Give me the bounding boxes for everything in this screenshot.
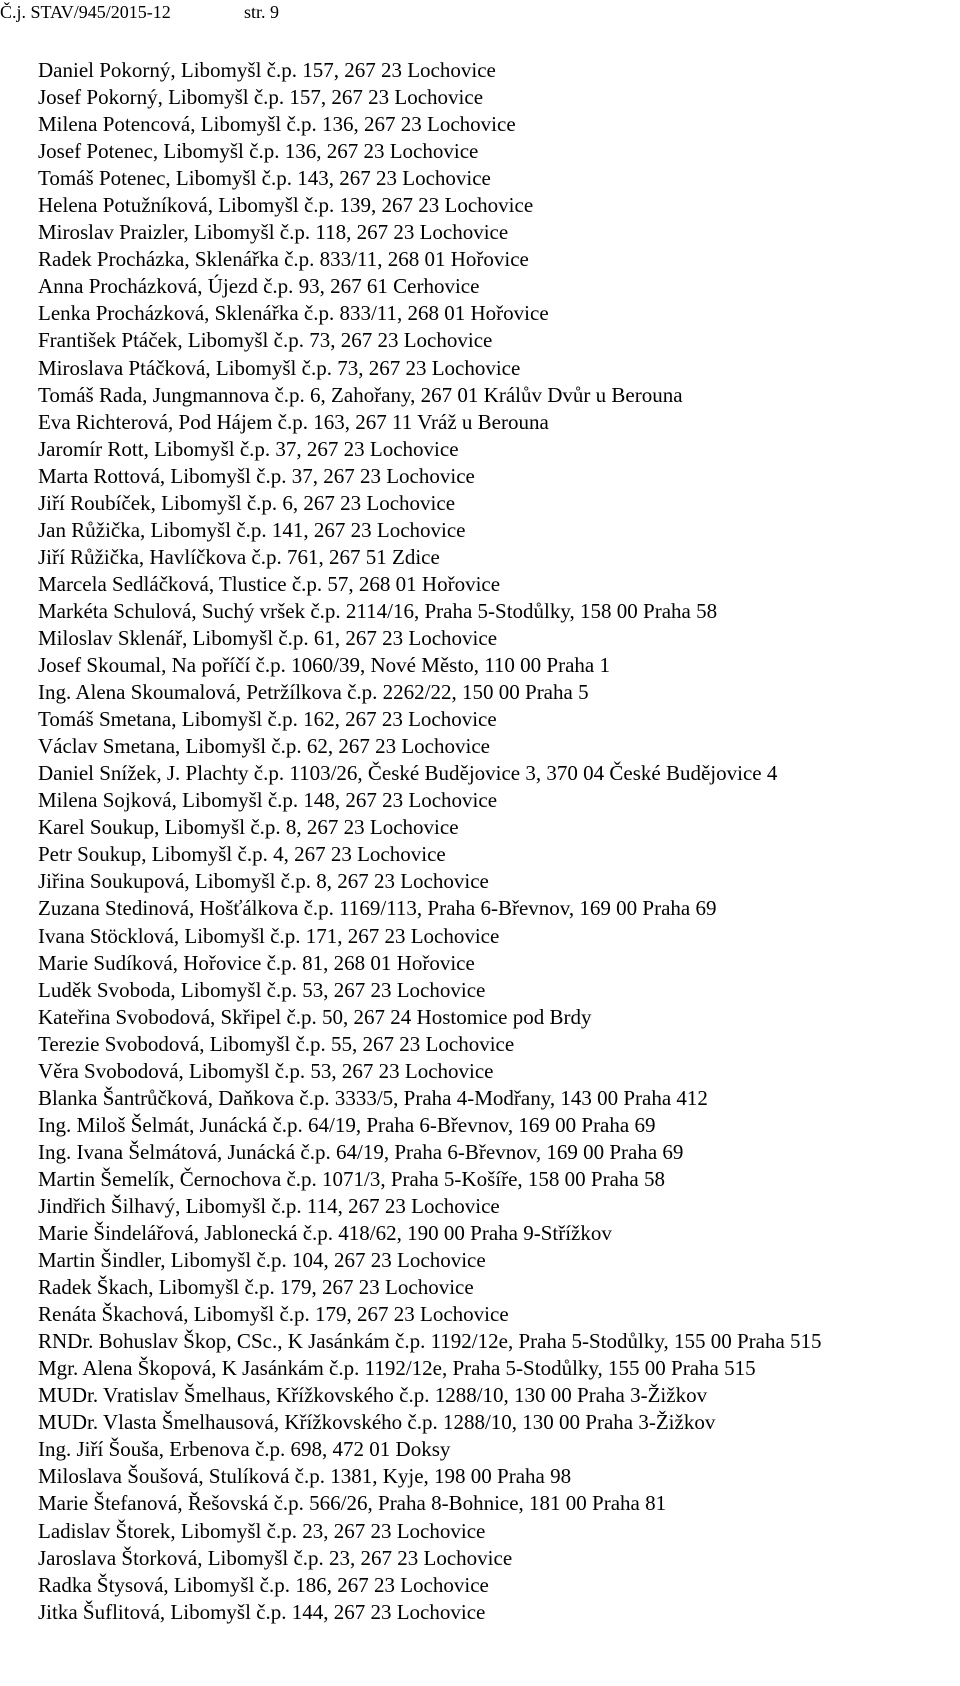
list-item: Miloslava Šoušová, Stulíková č.p. 1381, Kyje, 198 00 Praha 98 <box>38 1464 572 1489</box>
list-item: Ing. Alena Skoumalová, Petržílkova č.p. 2262/22, 150 00 Praha 5 <box>38 680 589 705</box>
list-item: Ladislav Štorek, Libomyšl č.p. 23, 267 23 Lochovice <box>38 1518 486 1543</box>
list-item: Martin Šindler, Libomyšl č.p. 104, 267 23 Lochovice <box>38 1248 486 1273</box>
list-item: Marie Štefanová, Řešovská č.p. 566/26, Praha 8-Bohnice, 181 00 Praha 81 <box>38 1491 667 1516</box>
address-list <box>38 57 822 1626</box>
list-item: František Ptáček, Libomyšl č.p. 73, 267 23 Lochovice <box>38 328 493 353</box>
list-item: Radek Škach, Libomyšl č.p. 179, 267 23 Lochovice <box>38 1275 474 1300</box>
document-reference: Č.j. STAV/945/2015-12 <box>0 2 171 22</box>
list-item: Jaromír Rott, Libomyšl č.p. 37, 267 23 Lochovice <box>38 436 459 461</box>
list-item: MUDr. Vlasta Šmelhausová, Křížkovského č.p. 1288/10, 130 00 Praha 3-Žižkov <box>38 1410 716 1435</box>
list-item: Daniel Pokorný, Libomyšl č.p. 157, 267 23 Lochovice <box>38 58 496 82</box>
list-item: Terezie Svobodová, Libomyšl č.p. 55, 267 23 Lochovice <box>38 1031 515 1056</box>
list-item: Miroslava Ptáčková, Libomyšl č.p. 73, 267 23 Lochovice <box>38 355 521 380</box>
list-item: Helena Potužníková, Libomyšl č.p. 139, 267 23 Lochovice <box>38 193 534 218</box>
list-item: Tomáš Smetana, Libomyšl č.p. 162, 267 23 Lochovice <box>38 707 497 732</box>
list-item: Tomáš Rada, Jungmannova č.p. 6, Zahořany, 267 01 Králův Dvůr u Berouna <box>38 382 683 407</box>
list-item: Lenka Procházková, Sklenářka č.p. 833/11, 268 01 Hořovice <box>38 301 549 326</box>
list-item: Mgr. Alena Škopová, K Jasánkám č.p. 1192/12e, Praha 5-Stodůlky, 155 00 Praha 515 <box>38 1356 756 1381</box>
list-item: Ing. Miloš Šelmát, Junácká č.p. 64/19, Praha 6-Břevnov, 169 00 Praha 69 <box>38 1112 656 1137</box>
list-item: RNDr. Bohuslav Škop, CSc., K Jasánkám č.p. 1192/12e, Praha 5-Stodůlky, 155 00 Praha 515 <box>38 1329 822 1354</box>
list-item: Jiří Roubíček, Libomyšl č.p. 6, 267 23 Lochovice <box>38 490 456 515</box>
list-item: Ing. Jiří Šouša, Erbenova č.p. 698, 472 01 Doksy <box>38 1437 451 1462</box>
list-item: Jaroslava Štorková, Libomyšl č.p. 23, 267 23 Lochovice <box>38 1545 513 1570</box>
list-item: Milena Potencová, Libomyšl č.p. 136, 267 23 Lochovice <box>38 112 516 137</box>
list-item: Miloslav Sklenář, Libomyšl č.p. 61, 267 23 Lochovice <box>38 625 498 650</box>
list-item: Tomáš Potenec, Libomyšl č.p. 143, 267 23 Lochovice <box>38 166 491 191</box>
page-number: str. 9 <box>244 2 280 22</box>
list-item: Kateřina Svobodová, Skřipel č.p. 50, 267 24 Hostomice pod Brdy <box>38 1004 592 1029</box>
list-item: Ivana Stöcklová, Libomyšl č.p. 171, 267 23 Lochovice <box>38 923 500 948</box>
list-item: Jindřich Šilhavý, Libomyšl č.p. 114, 267 23 Lochovice <box>38 1193 500 1218</box>
list-item: Milena Sojková, Libomyšl č.p. 148, 267 23 Lochovice <box>38 788 498 813</box>
list-item: Markéta Schulová, Suchý vršek č.p. 2114/16, Praha 5-Stodůlky, 158 00 Praha 58 <box>38 598 718 623</box>
list-item: Ing. Ivana Šelmátová, Junácká č.p. 64/19, Praha 6-Břevnov, 169 00 Praha 69 <box>38 1139 684 1164</box>
list-item: Martin Šemelík, Černochova č.p. 1071/3, Praha 5-Košíře, 158 00 Praha 58 <box>38 1166 665 1191</box>
list-item: Eva Richterová, Pod Hájem č.p. 163, 267 11 Vráž u Berouna <box>38 409 549 434</box>
list-item: Anna Procházková, Újezd č.p. 93, 267 61 Cerhovice <box>38 274 480 299</box>
list-item: Zuzana Stedinová, Hošťálkova č.p. 1169/113, Praha 6-Břevnov, 169 00 Praha 69 <box>38 896 717 921</box>
list-item: Marcela Sedláčková, Tlustice č.p. 57, 268 01 Hořovice <box>38 571 501 596</box>
list-item: Josef Skoumal, Na poříčí č.p. 1060/39, Nové Město, 110 00 Praha 1 <box>38 653 610 678</box>
list-item: Josef Potenec, Libomyšl č.p. 136, 267 23 Lochovice <box>38 139 479 164</box>
list-item: Jiřina Soukupová, Libomyšl č.p. 8, 267 23 Lochovice <box>38 869 489 894</box>
list-item: Blanka Šantrůčková, Daňkova č.p. 3333/5, Praha 4-Modřany, 143 00 Praha 412 <box>38 1085 708 1110</box>
list-item: Jitka Šuflitová, Libomyšl č.p. 144, 267 23 Lochovice <box>38 1599 486 1624</box>
list-item: Jan Růžička, Libomyšl č.p. 141, 267 23 Lochovice <box>38 517 466 542</box>
list-item: Renáta Škachová, Libomyšl č.p. 179, 267 23 Lochovice <box>38 1302 509 1327</box>
list-item: Věra Svobodová, Libomyšl č.p. 53, 267 23 Lochovice <box>38 1058 494 1083</box>
list-item: Daniel Snížek, J. Plachty č.p. 1103/26, České Budějovice 3, 370 04 České Budějovice 4 <box>38 761 778 786</box>
list-item: Radek Procházka, Sklenářka č.p. 833/11, 268 01 Hořovice <box>38 247 529 272</box>
list-item: Luděk Svoboda, Libomyšl č.p. 53, 267 23 Lochovice <box>38 977 486 1002</box>
list-item: Václav Smetana, Libomyšl č.p. 62, 267 23 Lochovice <box>38 734 490 759</box>
list-item: Petr Soukup, Libomyšl č.p. 4, 267 23 Lochovice <box>38 842 446 867</box>
list-item: Marta Rottová, Libomyšl č.p. 37, 267 23 Lochovice <box>38 463 475 488</box>
list-item: Jiří Růžička, Havlíčkova č.p. 761, 267 51 Zdice <box>38 544 440 569</box>
list-item: Radka Štysová, Libomyšl č.p. 186, 267 23 Lochovice <box>38 1572 489 1597</box>
list-item: Karel Soukup, Libomyšl č.p. 8, 267 23 Lochovice <box>38 815 459 840</box>
list-item: Josef Pokorný, Libomyšl č.p. 157, 267 23 Lochovice <box>38 85 484 110</box>
list-item: Marie Sudíková, Hořovice č.p. 81, 268 01 Hořovice <box>38 950 475 975</box>
list-item: Marie Šindelářová, Jablonecká č.p. 418/62, 190 00 Praha 9-Střížkov <box>38 1221 612 1246</box>
list-item: MUDr. Vratislav Šmelhaus, Křížkovského č.p. 1288/10, 130 00 Praha 3-Žižkov <box>38 1383 708 1408</box>
list-item: Miroslav Praizler, Libomyšl č.p. 118, 267 23 Lochovice <box>38 220 509 245</box>
